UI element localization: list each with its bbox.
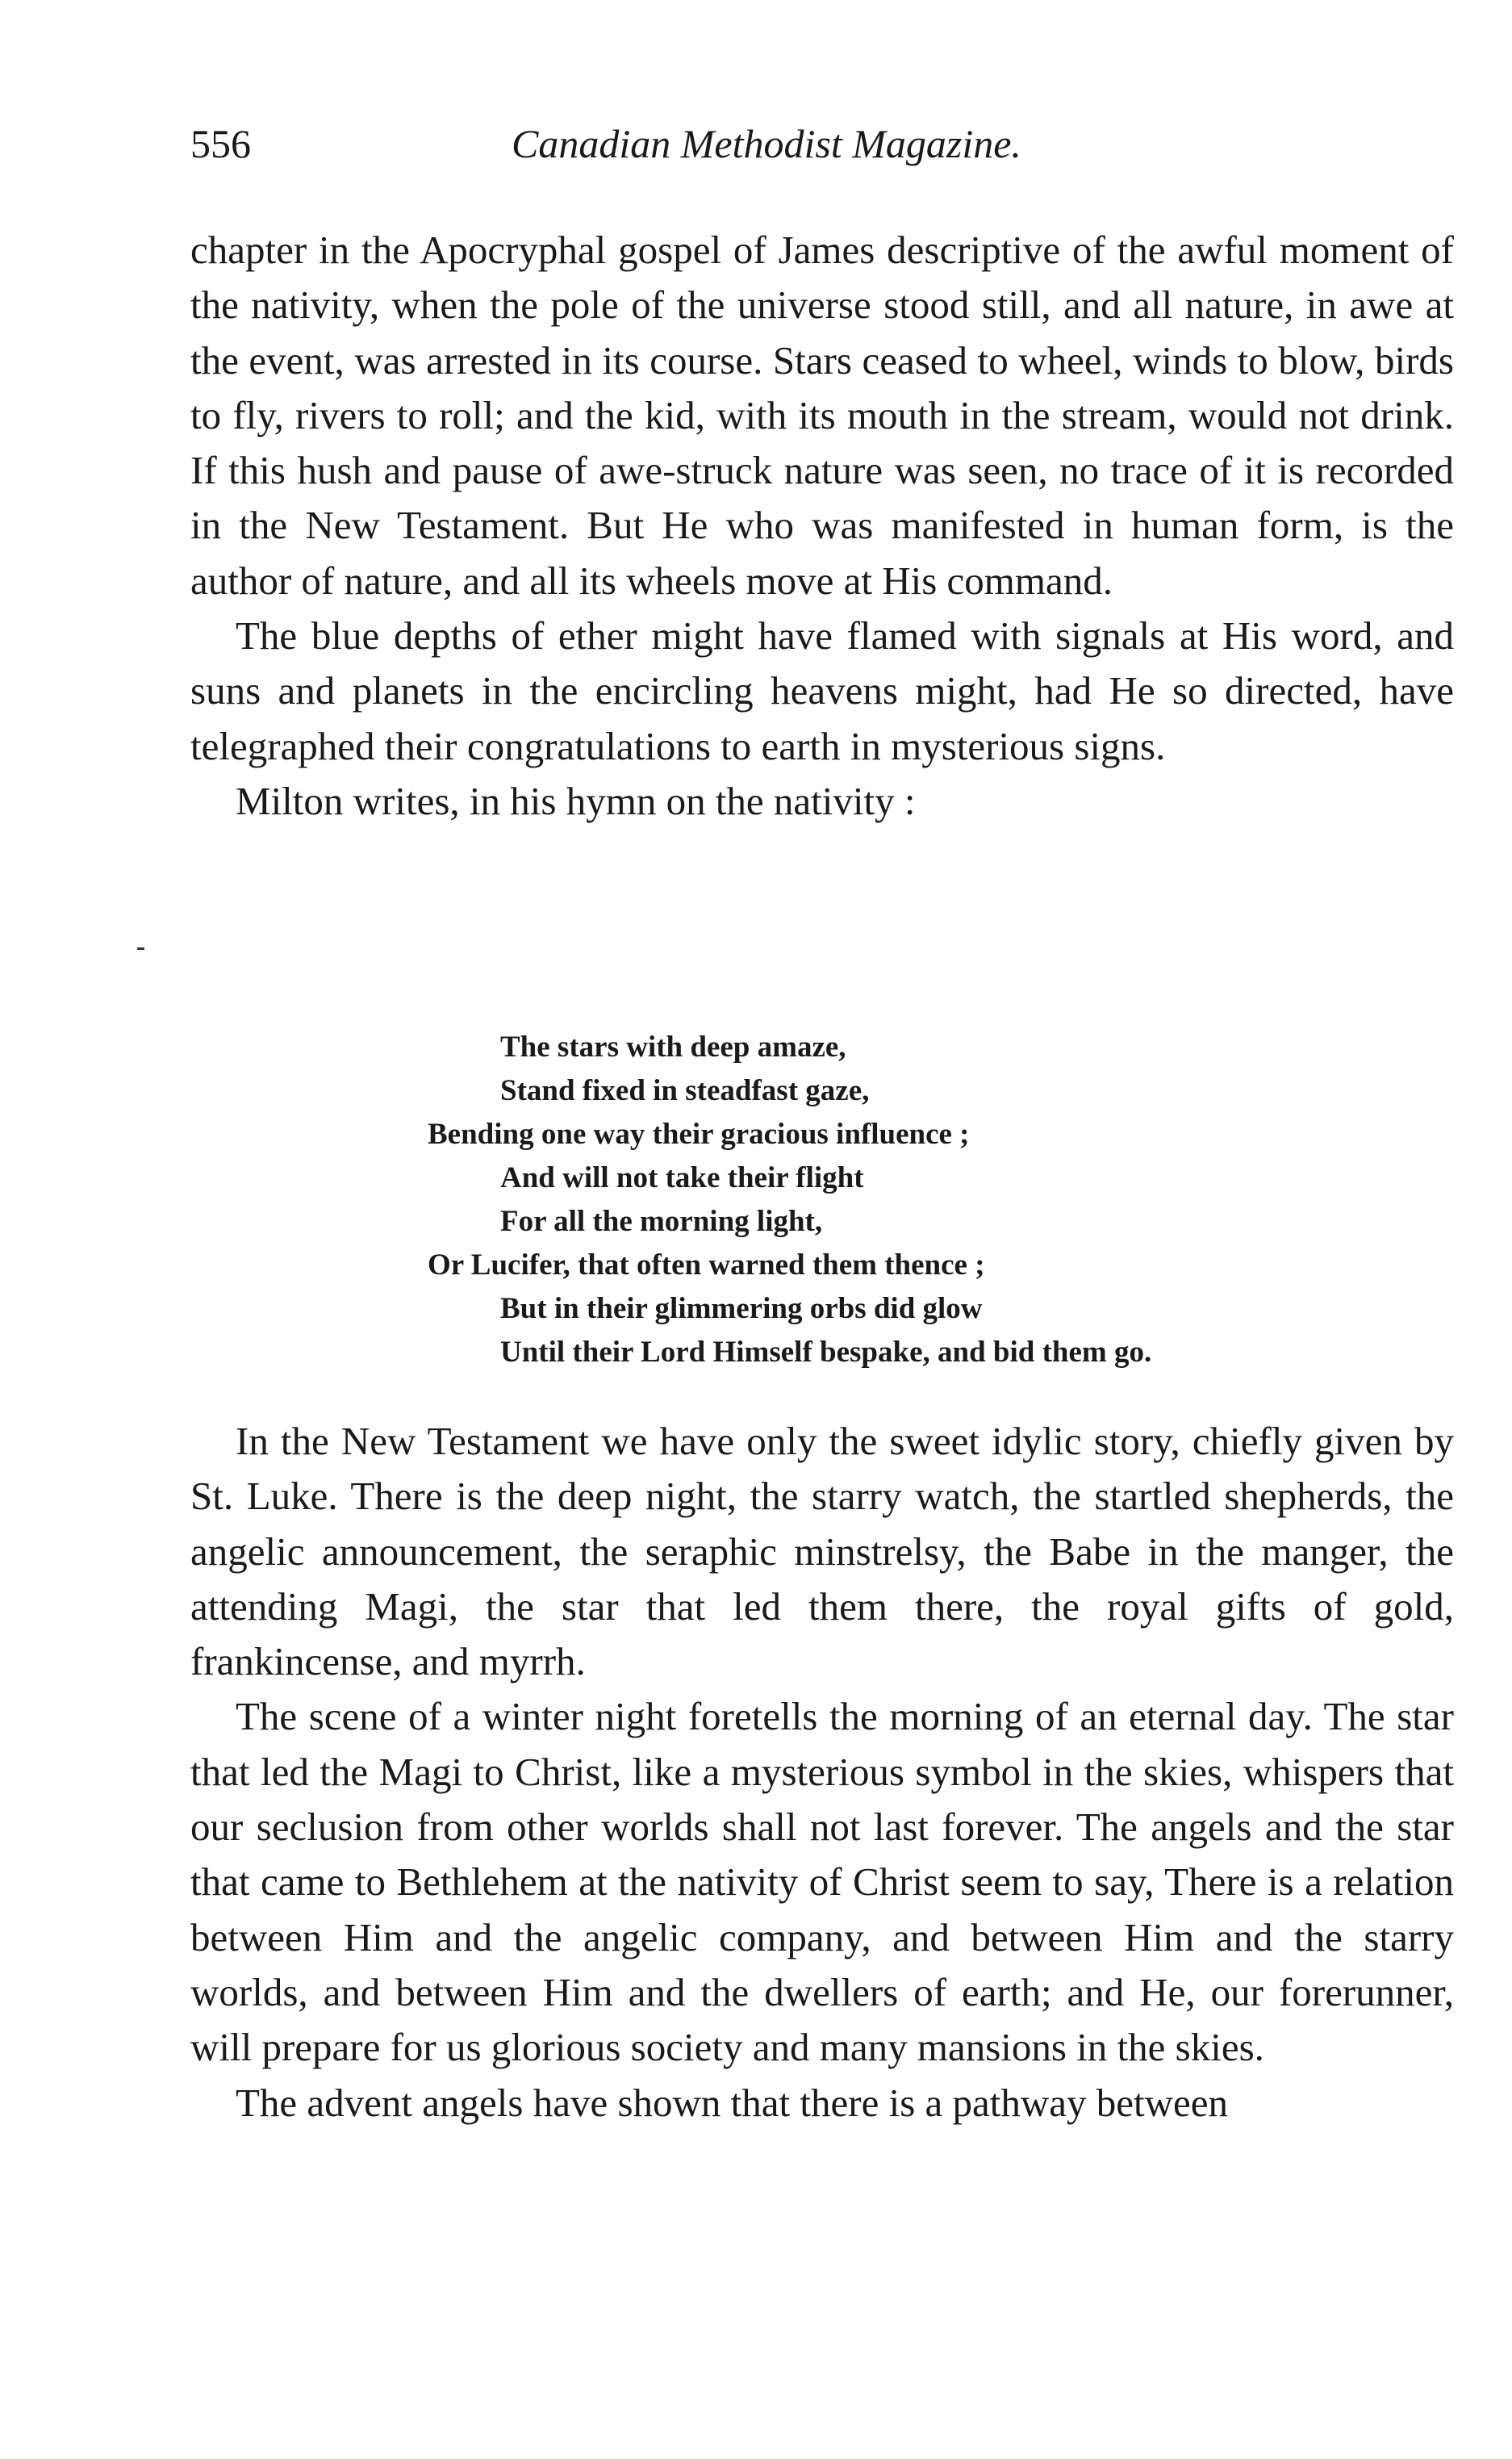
- poem-line: But in their glimmering orbs did glow: [500, 1292, 983, 1325]
- poem-line: Or Lucifer, that often warned them thence ;: [428, 1248, 985, 1282]
- poem-line: Until their Lord Himself bespake, and bid them go.: [500, 1336, 1152, 1369]
- body-text-upper: [190, 223, 1454, 829]
- running-title: Canadian Methodist Magazine.: [512, 121, 1021, 166]
- paragraph-continued: chapter in the Apocryphal gospel of James descriptive of the awful moment of the nativity, when the pole of the universe stood still, and all nature, in awe at the event, was arrested in its course. Stars ceased to wheel, winds to blow, birds to fly, rivers to roll; and the kid, with its mouth in the stream, would not drink. If this hush and pause of awe-struck nature was seen, no trace of it is recorded in the New Testament. But He who was manifested in human form, is the author of nature, and all its wheels move at His command.: [190, 228, 1454, 603]
- paragraph: The scene of a winter night foretells the morning of an eternal day. The star that led the Magi to Christ, like a mysterious symbol in the skies, whispers that our seclusion from other worlds shall not last forever. The angels and the star that came to Bethlehem at the nativity of Christ seem to say, There is a relation between Him and the angelic company, and between Him and the starry worlds, and between Him and the dwellers of earth; and He, our forerunner, will prepare for us glorious society and many mansions in the skies.: [190, 1694, 1454, 2070]
- page-header: [190, 118, 1293, 169]
- body-text-lower: [190, 1414, 1454, 2131]
- paragraph: The blue depths of ether might have flamed with signals at His word, and suns and planets in the encircling heavens might, had He so directed, have telegraphed their congratulations to earth in mysterious signs.: [190, 613, 1454, 768]
- paragraph-continues: The advent angels have shown that there is a pathway between: [236, 2080, 1229, 2125]
- poem-line: The stars with deep amaze,: [500, 1031, 846, 1064]
- poem-line: For all the morning light,: [500, 1205, 823, 1238]
- paragraph: In the New Testament we have only the sweet idylic story, chiefly given by St. Luke. There is the deep night, the starry watch, the startled shepherds, the angelic announcement, the seraphic minstrelsy, the Babe in the manger, the attending Magi, the star that led them there, the royal gifts of gold, frankincense, and myrrh.: [190, 1419, 1454, 1684]
- poem-quotation: [428, 1026, 1331, 1374]
- poem-line: And will not take their flight: [500, 1161, 864, 1194]
- print-speck: [137, 947, 144, 950]
- poem-line: Bending one way their gracious influence ;: [428, 1118, 970, 1151]
- poem-line: Stand fixed in steadfast gaze,: [500, 1074, 870, 1107]
- page-number: 556: [190, 121, 251, 166]
- paragraph-poem-intro: Milton writes, in his hymn on the nativity :: [236, 778, 916, 823]
